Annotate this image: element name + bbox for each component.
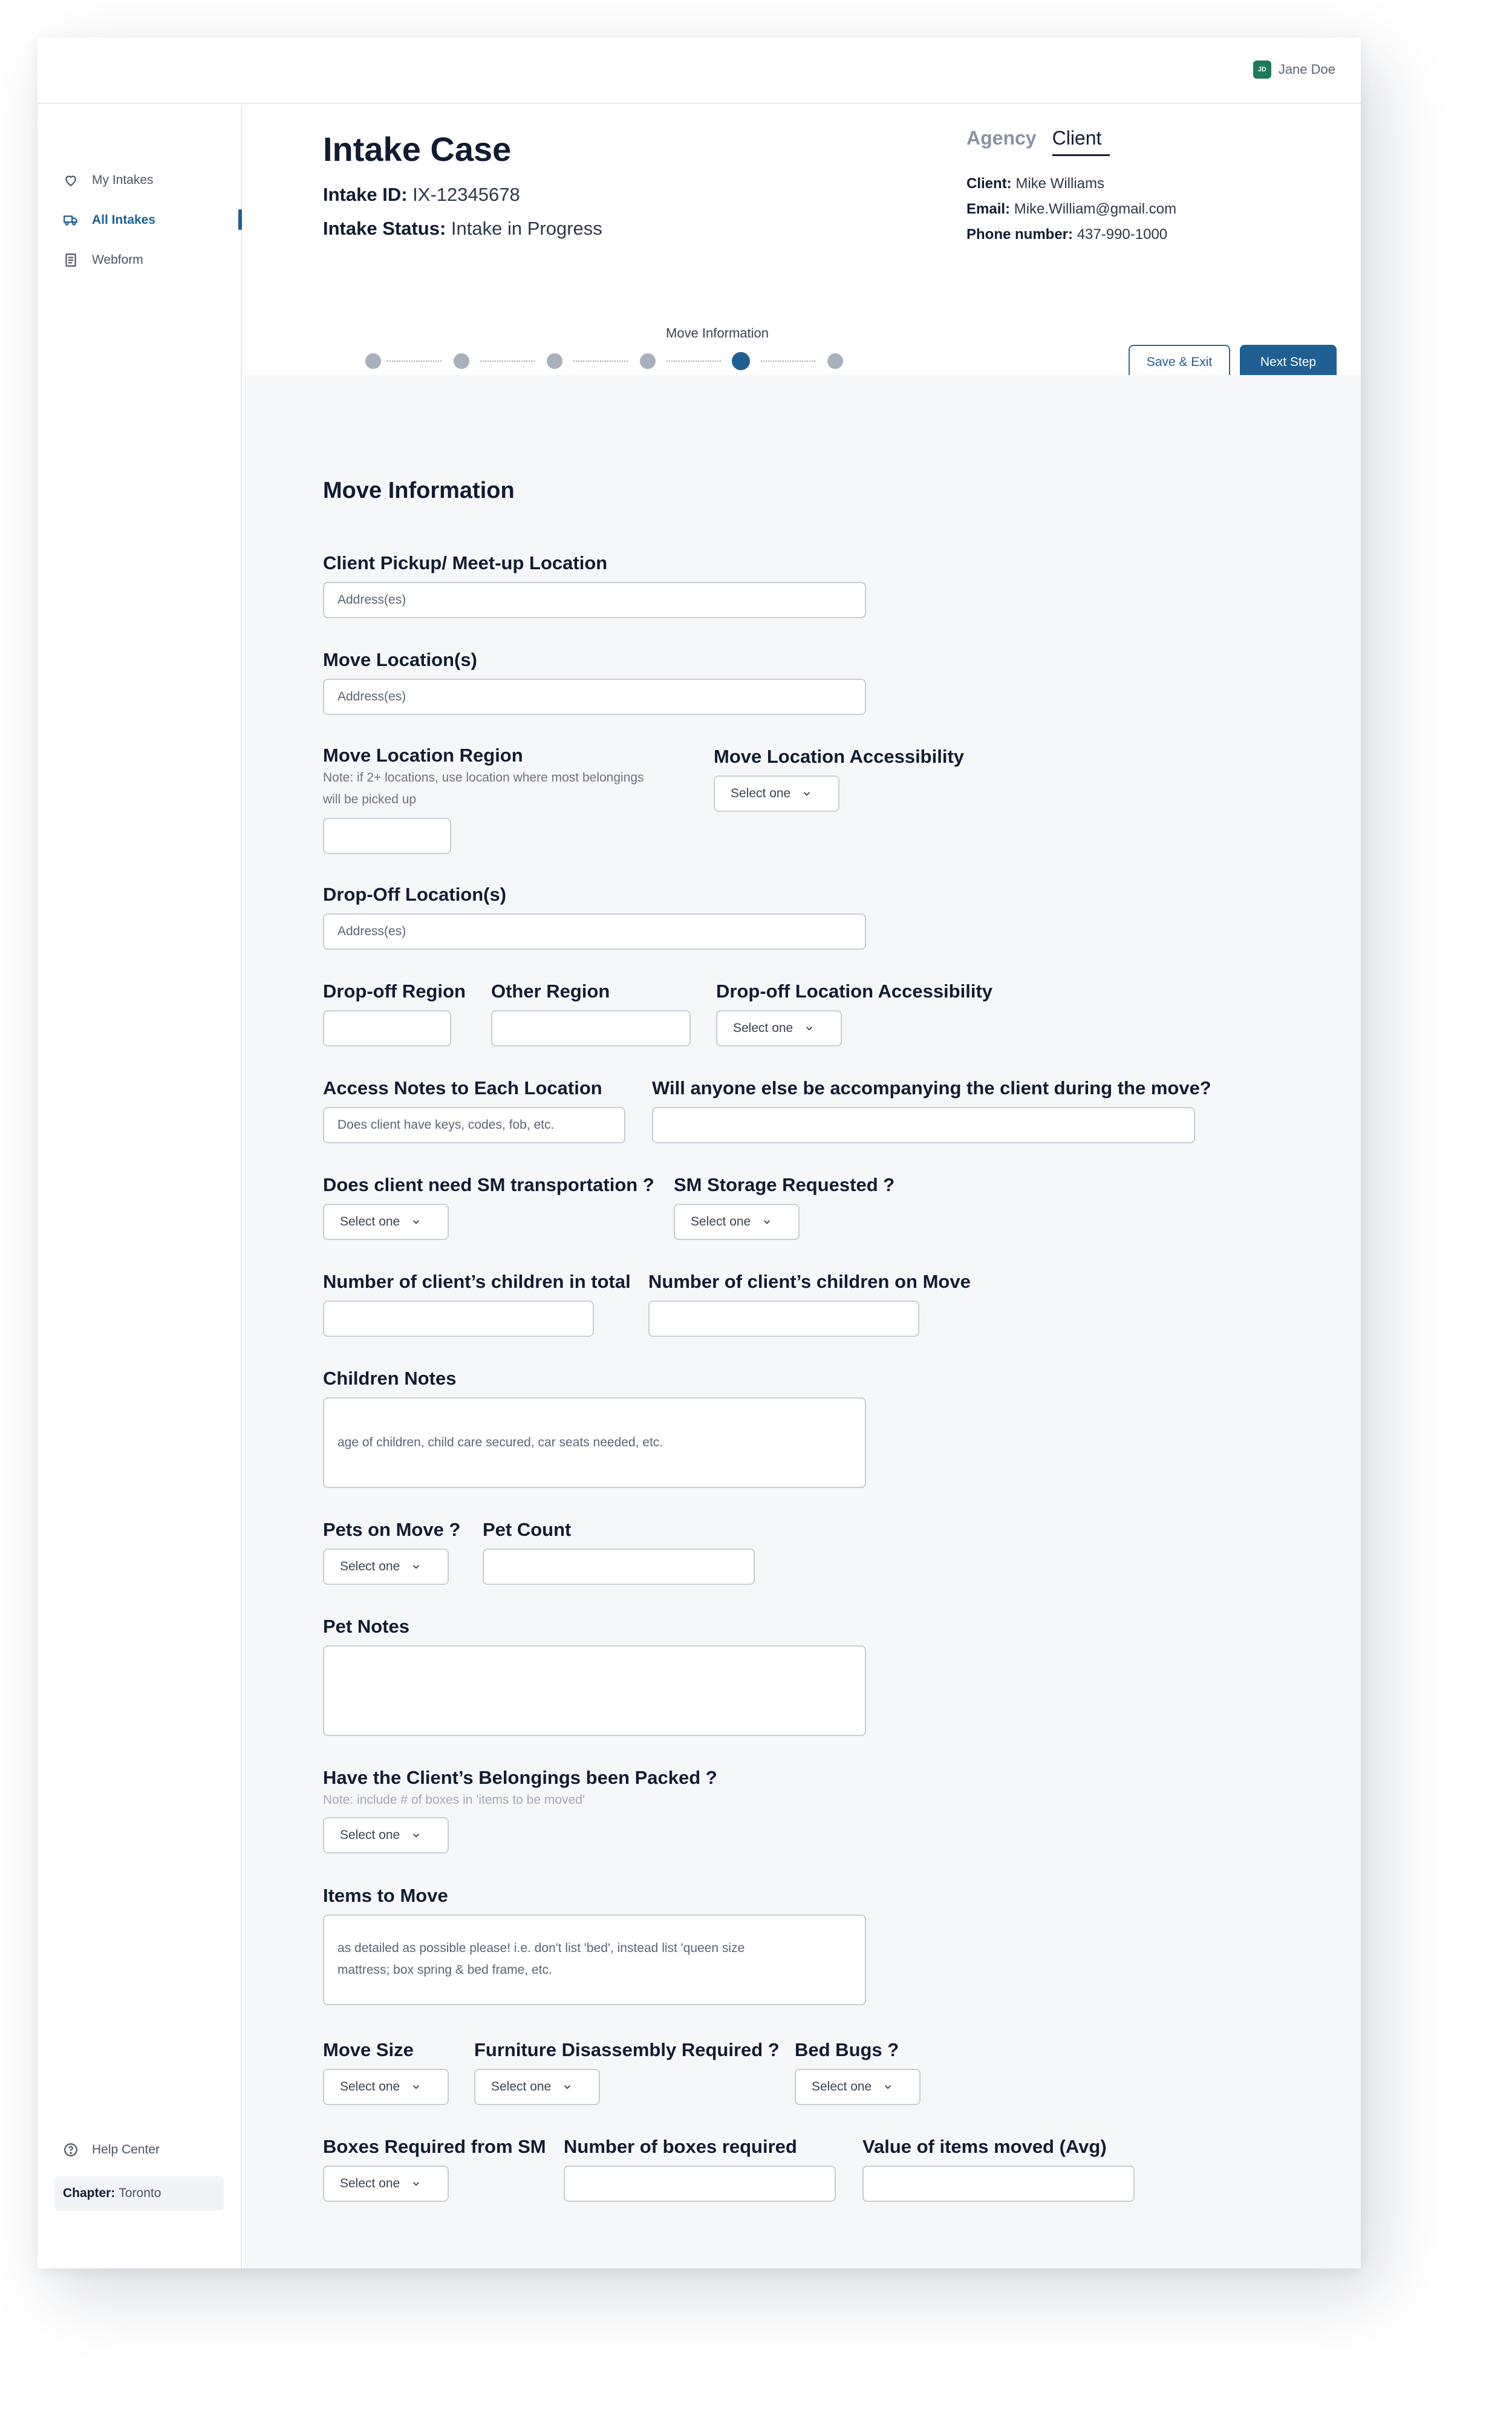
chapter-value: Toronto	[119, 2186, 161, 2200]
other-region-input[interactable]	[491, 1010, 691, 1046]
sidebar-item-label: All Intakes	[92, 213, 156, 227]
page-title: Intake Case	[323, 130, 512, 168]
boxes-required-label: Boxes Required from SM	[323, 2136, 546, 2157]
other-region-label: Other Region	[491, 981, 610, 1002]
bed-bugs-label: Bed Bugs ?	[795, 2039, 899, 2060]
sm-storage-label: SM Storage Requested ?	[674, 1174, 895, 1195]
dropoff-region-label: Drop-off Region	[323, 981, 466, 1002]
boxes-number-input[interactable]	[564, 2166, 836, 2202]
access-notes-label: Access Notes to Each Location	[323, 1077, 602, 1099]
intake-status: Intake Status: Intake in Progress	[323, 218, 602, 239]
dropoff-region-input[interactable]	[323, 1010, 451, 1046]
stepper-label: Move Information	[666, 325, 769, 341]
step-6[interactable]	[827, 353, 843, 369]
pets-on-move-label: Pets on Move ?	[323, 1519, 461, 1540]
bed-bugs-select[interactable]: Select one	[795, 2069, 921, 2105]
children-notes-label: Children Notes	[323, 1368, 457, 1389]
client-email: Email: Mike.William@gmail.com	[966, 201, 1177, 217]
section-title: Move Information	[323, 478, 515, 503]
case-header	[243, 105, 1361, 375]
packed-select[interactable]: Select one	[323, 1817, 449, 1853]
step-connector	[480, 361, 535, 362]
access-notes-input[interactable]: Does client have keys, codes, fob, etc.	[323, 1107, 625, 1143]
active-indicator	[238, 209, 242, 230]
chevron-down-icon	[804, 1023, 815, 1034]
client-phone: Phone number: 437-990-1000	[966, 226, 1168, 243]
move-size-label: Move Size	[323, 2039, 414, 2060]
boxes-number-label: Number of boxes required	[564, 2136, 797, 2157]
truck-icon	[63, 212, 79, 228]
chevron-down-icon	[411, 1216, 422, 1227]
dropoff-accessibility-select[interactable]: Select one	[716, 1010, 842, 1046]
accompanying-input[interactable]	[652, 1107, 1195, 1143]
packed-note: Note: include # of boxes in 'items to be moved'	[323, 1793, 585, 1807]
sidebar-item-my-intakes[interactable]	[63, 169, 154, 191]
step-connector	[387, 361, 442, 362]
help-icon	[63, 2142, 79, 2158]
move-region-note-2: will be picked up	[323, 792, 417, 806]
move-location-label: Move Location(s)	[323, 649, 477, 670]
sm-transport-label: Does client need SM transportation ?	[323, 1174, 654, 1195]
items-placeholder-line1: as detailed as possible please! i.e. don't list 'bed', instead list 'queen size	[337, 1941, 745, 1955]
items-value-input[interactable]	[862, 2166, 1135, 2202]
save-exit-button[interactable]: Save & Exit	[1129, 345, 1230, 380]
pet-count-label: Pet Count	[483, 1519, 572, 1540]
user-menu[interactable]	[1253, 60, 1335, 79]
dropoff-accessibility-label: Drop-off Location Accessibility	[716, 981, 993, 1002]
step-5-current[interactable]	[732, 352, 750, 370]
move-region-input[interactable]	[323, 818, 451, 854]
step-3[interactable]	[547, 353, 562, 369]
pickup-label: Client Pickup/ Meet-up Location	[323, 552, 608, 573]
accompanying-label: Will anyone else be accompanying the client during the move?	[652, 1077, 1211, 1099]
chevron-down-icon	[411, 2081, 422, 2092]
furniture-label: Furniture Disassembly Required ?	[474, 2039, 780, 2060]
sidebar-item-all-intakes[interactable]	[63, 209, 155, 231]
step-connector	[761, 361, 815, 362]
chevron-down-icon	[562, 2081, 573, 2092]
chevron-down-icon	[801, 788, 812, 799]
avatar: JD	[1253, 60, 1271, 79]
step-connector	[666, 361, 721, 362]
children-move-input[interactable]	[648, 1301, 919, 1337]
next-step-button[interactable]: Next Step	[1240, 345, 1337, 380]
sm-storage-select[interactable]: Select one	[674, 1204, 800, 1240]
intake-id: Intake ID: IX-12345678	[323, 184, 520, 205]
items-label: Items to Move	[323, 1885, 448, 1906]
chapter-badge	[54, 2176, 224, 2210]
sidebar-item-label: My Intakes	[92, 173, 154, 187]
pet-notes-label: Pet Notes	[323, 1616, 409, 1637]
heart-icon	[63, 172, 79, 188]
pet-count-input[interactable]	[483, 1549, 755, 1585]
chevron-down-icon	[411, 1830, 422, 1841]
tabs	[966, 127, 1110, 156]
step-1[interactable]	[365, 353, 381, 369]
sm-transport-select[interactable]: Select one	[323, 1204, 449, 1240]
step-2[interactable]	[454, 353, 469, 369]
move-region-note: Note: if 2+ locations, use location where most belongings	[323, 771, 644, 785]
dropoff-location-label: Drop-Off Location(s)	[323, 884, 507, 905]
move-location-input[interactable]: Address(es)	[323, 679, 866, 715]
sidebar-item-label: Webform	[92, 253, 143, 267]
client-name: Client: Mike Williams	[966, 175, 1105, 192]
form-area	[243, 375, 1361, 2268]
chevron-down-icon	[411, 1561, 422, 1572]
boxes-required-select[interactable]: Select one	[323, 2166, 449, 2202]
items-placeholder-line2: mattress; box spring & bed frame, etc.	[337, 1963, 552, 1977]
items-textarea[interactable]	[323, 1915, 866, 2005]
top-bar	[37, 38, 1361, 104]
packed-label: Have the Client’s Belongings been Packed ?	[323, 1767, 717, 1788]
children-notes-textarea[interactable]: age of children, child care secured, car seats needed, etc.	[323, 1397, 866, 1488]
tab-client[interactable]: Client	[1052, 127, 1110, 156]
pets-on-move-select[interactable]: Select one	[323, 1549, 449, 1585]
document-icon	[63, 252, 79, 268]
move-accessibility-select[interactable]: Select one	[714, 775, 839, 812]
help-center-link[interactable]	[63, 2142, 160, 2158]
step-4[interactable]	[640, 353, 656, 369]
step-connector	[573, 361, 628, 362]
user-name: Jane Doe	[1278, 62, 1335, 77]
pickup-input[interactable]: Address(es)	[323, 582, 866, 618]
chevron-down-icon	[882, 2081, 893, 2092]
dropoff-location-input[interactable]: Address(es)	[323, 913, 866, 950]
move-region-label: Move Location Region	[323, 745, 523, 766]
app-window	[37, 38, 1361, 2268]
tab-agency[interactable]: Agency	[966, 127, 1037, 149]
chapter-label: Chapter:	[63, 2186, 116, 2200]
chevron-down-icon	[411, 2178, 422, 2189]
sidebar-item-webform[interactable]	[63, 249, 143, 271]
pet-notes-textarea[interactable]	[323, 1645, 866, 1736]
children-move-label: Number of client’s children on Move	[648, 1271, 971, 1292]
move-size-select[interactable]: Select one	[323, 2069, 449, 2105]
items-value-label: Value of items moved (Avg)	[862, 2136, 1107, 2157]
children-total-label: Number of client’s children in total	[323, 1271, 631, 1292]
furniture-select[interactable]: Select one	[474, 2069, 600, 2105]
children-total-input[interactable]	[323, 1301, 594, 1337]
chevron-down-icon	[761, 1216, 772, 1227]
move-accessibility-label: Move Location Accessibility	[714, 746, 965, 767]
sidebar	[37, 105, 242, 2268]
help-center-label: Help Center	[92, 2143, 160, 2156]
